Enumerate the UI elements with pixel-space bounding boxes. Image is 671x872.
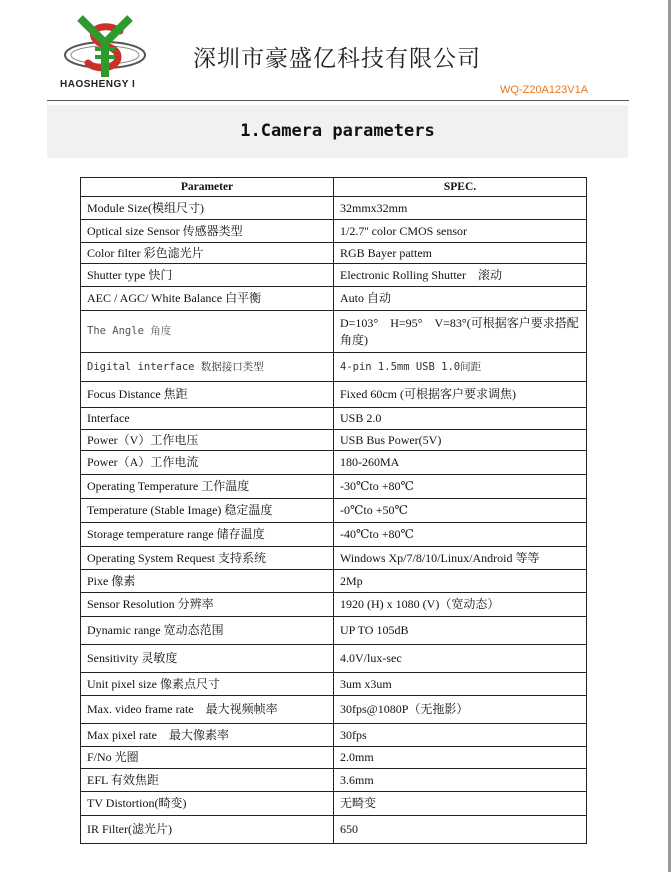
spec-cell: -30℃to +80℃ [334,475,587,499]
param-cell: TV Distortion(畸变) [81,792,334,816]
table-row [81,769,587,792]
param-cell: Operating Temperature 工作温度 [81,475,334,499]
param-cell: The Angle 角度 [81,311,334,353]
table-row [81,382,587,408]
param-cell: Sensor Resolution 分辨率 [81,593,334,617]
table-row [81,792,587,816]
table-row [81,287,587,311]
param-cell: Operating System Request 支持系统 [81,547,334,570]
spec-cell: 650 [334,816,587,844]
table-row [81,570,587,593]
spec-cell: -0℃to +50℃ [334,499,587,523]
table-row [81,475,587,499]
param-cell: Temperature (Stable Image) 稳定温度 [81,499,334,523]
param-cell: Max pixel rate 最大像素率 [81,724,334,747]
spec-cell: 无畸变 [334,792,587,816]
param-cell: Storage temperature range 储存温度 [81,523,334,547]
logo-mark-icon [60,15,150,81]
spec-cell: -40℃to +80℃ [334,523,587,547]
spec-cell: 180-260MA [334,451,587,475]
param-cell: Shutter type 快门 [81,264,334,287]
spec-cell: 4.0V/lux-sec [334,645,587,673]
camera-parameters-table [80,177,587,844]
param-cell: AEC / AGC/ White Balance 白平衡 [81,287,334,311]
table-row [81,264,587,287]
spec-cell: Auto 自动 [334,287,587,311]
table-row [81,197,587,220]
spec-cell: 1920 (H) x 1080 (V)（宽动态） [334,593,587,617]
param-cell: Unit pixel size 像素点尺寸 [81,673,334,696]
param-cell: Focus Distance 焦距 [81,382,334,408]
column-header-parameter: Parameter [81,178,334,197]
logo-text: HAOSHENGY I [60,79,136,90]
table-row [81,220,587,243]
table-row [81,353,587,382]
param-cell: Sensitivity 灵敏度 [81,645,334,673]
spec-cell: 30fps@1080P（无拖影） [334,696,587,724]
param-cell: Power（V）工作电压 [81,430,334,451]
spec-cell: 3.6mm [334,769,587,792]
param-cell: Module Size(模组尺寸) [81,197,334,220]
param-cell: Max. video frame rate 最大视频帧率 [81,696,334,724]
section-title: 1.Camera parameters [240,121,435,141]
column-header-spec: SPEC. [334,178,587,197]
table-row [81,696,587,724]
spec-cell: 30fps [334,724,587,747]
spec-cell: 2Mp [334,570,587,593]
param-cell: Optical size Sensor 传感器类型 [81,220,334,243]
spec-cell: 32mmx32mm [334,197,587,220]
table-row [81,243,587,264]
table-row [81,617,587,645]
table-row [81,673,587,696]
spec-cell: USB Bus Power(5V) [334,430,587,451]
section-title-band [47,105,628,158]
table-row [81,408,587,430]
table-row [81,816,587,844]
param-cell: Power（A）工作电流 [81,451,334,475]
spec-cell: Windows Xp/7/8/10/Linux/Android 等等 [334,547,587,570]
table-row [81,724,587,747]
param-cell: F/No 光圈 [81,747,334,769]
header-divider [47,100,629,101]
spec-cell: Fixed 60cm (可根据客户要求调焦) [334,382,587,408]
table-row [81,747,587,769]
spec-cell: USB 2.0 [334,408,587,430]
spec-cell: UP TO 105dB [334,617,587,645]
spec-cell: 2.0mm [334,747,587,769]
table-header-row [81,178,587,197]
document-code: WQ-Z20A123V1A [500,84,589,96]
spec-cell: RGB Bayer pattem [334,243,587,264]
param-cell: Color filter 彩色滤光片 [81,243,334,264]
spec-cell: Electronic Rolling Shutter 滚动 [334,264,587,287]
param-cell: Pixe 像素 [81,570,334,593]
table-row [81,593,587,617]
spec-cell: 1/2.7'' color CMOS sensor [334,220,587,243]
company-logo [60,15,150,95]
param-cell: Interface [81,408,334,430]
table-row [81,451,587,475]
param-cell: Digital interface 数据接口类型 [81,353,334,382]
param-cell: EFL 有效焦距 [81,769,334,792]
table-row [81,523,587,547]
table-row [81,430,587,451]
param-cell: Dynamic range 宽动态范围 [81,617,334,645]
spec-cell: 4-pin 1.5mm USB 1.0间距 [334,353,587,382]
table-row [81,547,587,570]
table-row [81,311,587,353]
spec-cell: D=103° H=95° V=83°(可根据客户要求搭配角度) [334,311,587,353]
company-name: 深圳市豪盛亿科技有限公司 [193,46,481,72]
table-row [81,499,587,523]
param-cell: IR Filter(滤光片) [81,816,334,844]
table-row [81,645,587,673]
spec-cell: 3um x3um [334,673,587,696]
